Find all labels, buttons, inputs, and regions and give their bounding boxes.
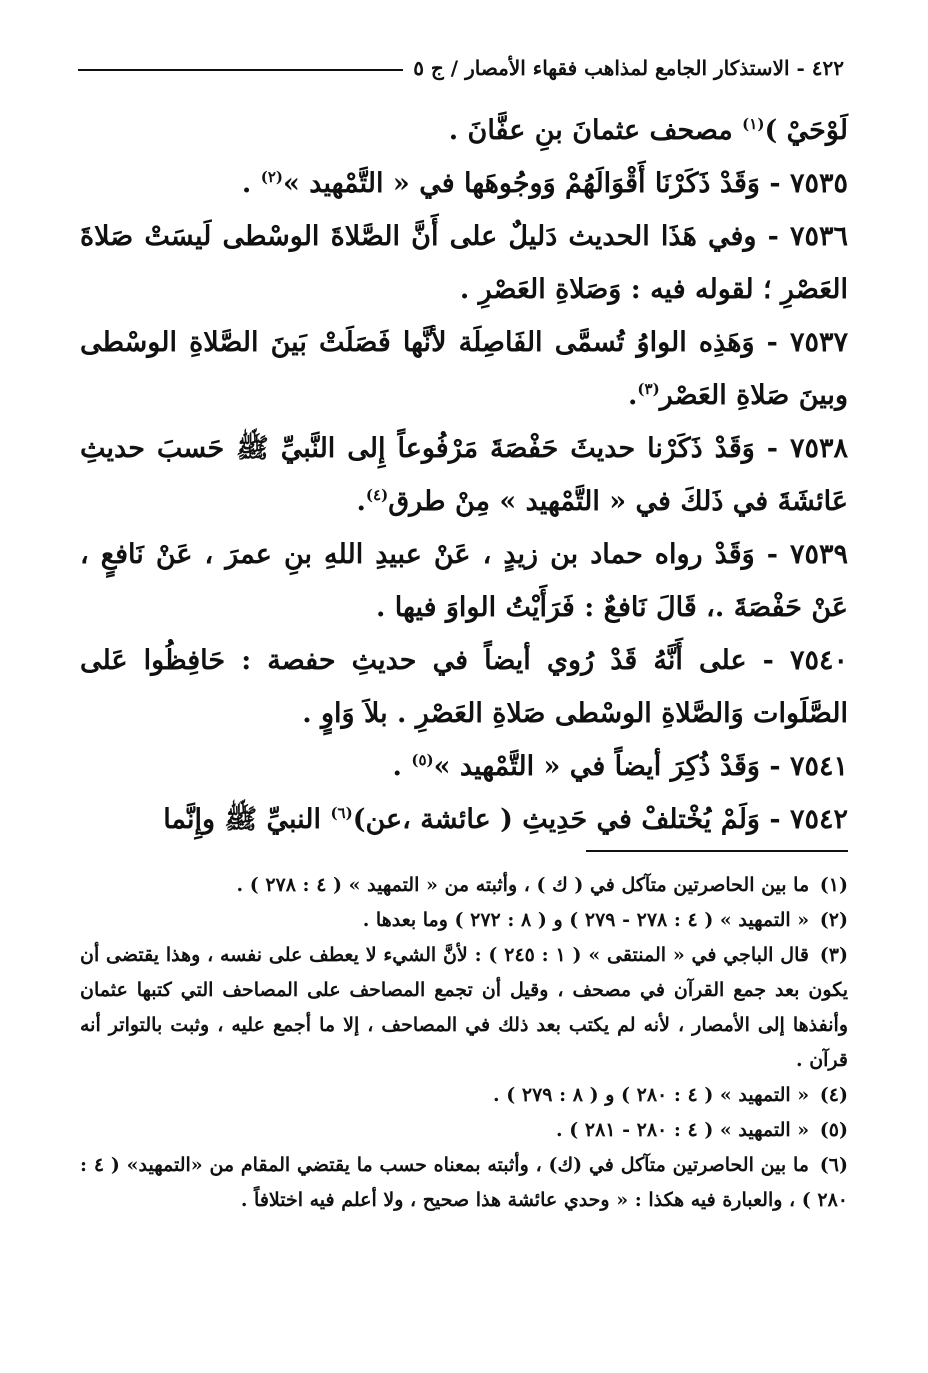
footnote-ref: (٥) xyxy=(411,751,434,769)
paragraph xyxy=(80,104,848,157)
paragraph-number: ٧٥٤٠ xyxy=(789,645,848,676)
footnote-number: (٢) xyxy=(819,909,848,931)
footnote-text: « التمهيد » ( ٤ : ٢٧٨ - ٢٧٩ ) و ( ٨ : ٢٧٢ ) وما بعدها . xyxy=(362,909,810,931)
paragraph-tail: . xyxy=(241,168,261,199)
paragraph-text: - وَقَدْ ذُكِرَ أيضاً في « التَّمْهيد » xyxy=(433,751,790,782)
footnote-ref: (١) xyxy=(742,115,765,133)
running-head-text: ٤٢٢ - الاستذكار الجامع لمذاهب فقهاء الأمصار / ج ٥ xyxy=(413,56,844,80)
footnote-number: (٥) xyxy=(819,1119,848,1141)
header-rule xyxy=(78,69,403,71)
footnote xyxy=(80,1078,848,1113)
paragraph xyxy=(80,634,848,740)
paragraph xyxy=(80,793,848,846)
footnote xyxy=(80,1148,848,1218)
paragraph-text: لَوْحَيْ ) xyxy=(764,115,848,146)
footnote xyxy=(80,868,848,903)
paragraph-text: - على أَنَّهُ قَدْ رُوي أيضاً في حديثِ حفصة : حَافِظُوا عَلى الصَّلَوات وَالصَّلاةِ الوسْطى صَلاةِ العَصْرِ . بلاَ وَاوٍ . xyxy=(80,645,848,729)
footnote xyxy=(80,903,848,938)
paragraph xyxy=(80,528,848,634)
paragraph-text: - وَقَدْ رواه حماد بن زيدٍ ، عَنْ عبيدِ اللهِ بنِ عمرَ ، عَنْ نَافعٍ ، عَنْ حَفْصَةَ .، قَالَ نَافعٌ : فَرَأَيْتُ الواوَ فيها . xyxy=(80,539,848,623)
footnote-number: (٤) xyxy=(819,1084,848,1106)
paragraph-number: ٧٥٣٥ xyxy=(789,168,848,199)
paragraph-tail: . xyxy=(392,751,412,782)
main-text xyxy=(80,104,848,846)
paragraph-text: - وَقَدْ ذَكَرْنَا أَقْوَالَهُمْ وَوجُوهَها في « التَّمْهيد » xyxy=(283,168,790,199)
footnote-number: (١) xyxy=(819,874,848,896)
footnote-text: « التمهيد » ( ٤ : ٢٨٠ ) و ( ٨ : ٢٧٩ ) . xyxy=(493,1084,810,1106)
footnote-text: قال الباجي في « المنتقى » ( ١ : ٢٤٥ ) : لأنَّ الشيء لا يعطف على نفسه ، وهذا يقتضى أن يكون بعد جمع القرآن في مصحف ، وقيل أن تجمع المصاحف على المصاحف التي كتبها عثمان وأنفذها إلى الأمصار ، لأنه لم يكتب بعد ذلك في المصاحف ، إلا ما أجمع عليه ، وثبت بالتواتر أنه قرآن . xyxy=(80,944,848,1071)
paragraph-tail: مصحف عثمانَ بنِ عفَّانَ . xyxy=(448,115,743,146)
paragraph-text: - وَهَذِه الواوُ تُسمَّى الفَاصِلَة لأنَّها فَصَلَتْ بَينَ الصَّلاةِ الوسْطى وبينَ صَلاةِ العَصْر xyxy=(80,327,848,411)
footnote-separator xyxy=(586,850,848,852)
paragraph-tail: النبيِّ ﷺ وإِنَّما xyxy=(163,804,331,835)
paragraph-text: - وَلَمْ يُخْتلفْ في حَدِيثِ ( عائشة ،عن) xyxy=(352,804,790,835)
footnote-ref: (٦) xyxy=(330,804,353,822)
paragraph-text: - وفي هَذَا الحديث دَليلٌ على أَنَّ الصَّلاةَ الوسْطى لَيسَتْ صَلاةَ العَصْرِ ؛ لقوله فيه : وَصَلاةِ العَصْرِ . xyxy=(80,221,848,305)
paragraph xyxy=(80,157,848,210)
footnote-text: « التمهيد » ( ٤ : ٢٨٠ - ٢٨١ ) . xyxy=(556,1119,810,1141)
paragraph-number: ٧٥٤١ xyxy=(789,751,848,782)
footnote-text: ما بين الحاصرتين متآكل في ( ك ) ، وأثبته من « التمهيد » ( ٤ : ٢٧٨ ) . xyxy=(236,874,810,896)
paragraph xyxy=(80,210,848,316)
paragraph xyxy=(80,422,848,528)
footnote-ref: (٤) xyxy=(365,486,389,504)
paragraph-text: - وَقَدْ ذَكَرْنا حديثَ حَفْصَةَ مَرْفُوعاً إِلى النَّبيِّ ﷺ حَسبَ حديثِ عَائشَةَ في ذَلكَ في « التَّمْهيد » مِنْ طرق xyxy=(80,433,848,517)
paragraph xyxy=(80,316,848,422)
footnotes xyxy=(80,868,848,1218)
paragraph-number: ٧٥٣٨ xyxy=(789,433,848,464)
footnote-ref: (٣) xyxy=(637,380,660,398)
paragraph-number: ٧٥٣٦ xyxy=(789,221,848,252)
paragraph-number: ٧٥٤٢ xyxy=(789,804,848,835)
footnote-number: (٦) xyxy=(819,1154,848,1176)
paragraph-tail: . xyxy=(628,380,638,411)
paragraph-number: ٧٥٣٩ xyxy=(789,539,848,570)
paragraph-number: ٧٥٣٧ xyxy=(789,327,848,358)
footnote-number: (٣) xyxy=(819,944,848,966)
footnote xyxy=(80,938,848,1078)
footnote-text: ما بين الحاصرتين متآكل في (ك) ، وأثبته بمعناه حسب ما يقتضي المقام من «التمهيد» ( ٤ : ٢٨٠ ) ، والعبارة فيه هكذا : « وحدي عائشة هذا صحيح ، ولا أعلم فيه اختلافاً . xyxy=(80,1154,848,1211)
footnote xyxy=(80,1113,848,1148)
footnote-ref: (٢) xyxy=(260,168,283,186)
paragraph-tail: . xyxy=(356,486,366,517)
running-header xyxy=(78,48,844,88)
paragraph xyxy=(80,740,848,793)
